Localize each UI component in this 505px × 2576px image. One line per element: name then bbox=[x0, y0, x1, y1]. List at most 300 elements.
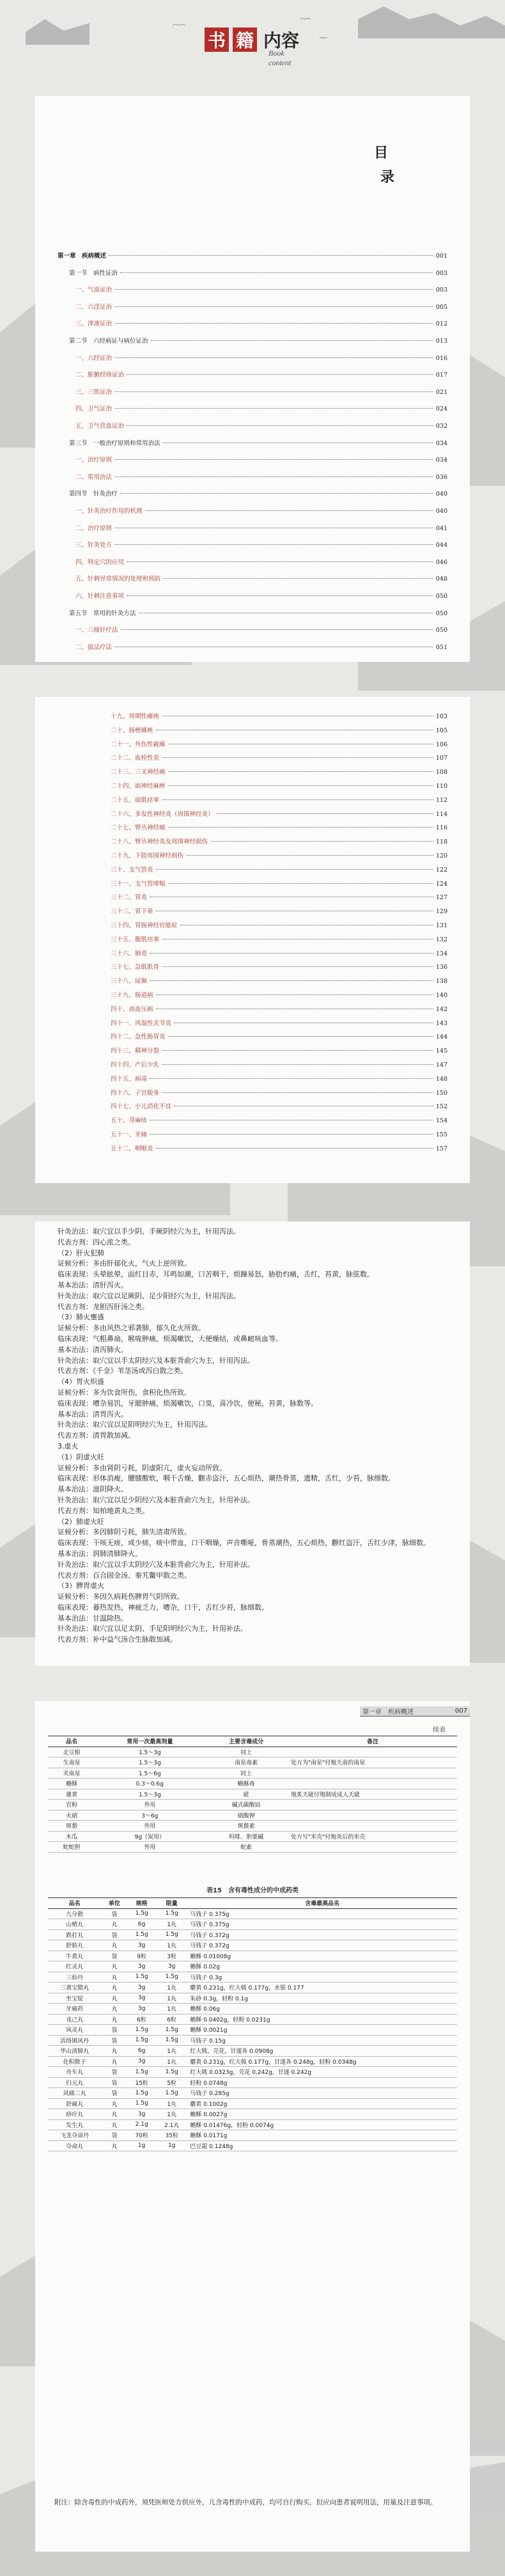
table-cell: 袋 bbox=[111, 2069, 118, 2077]
toc-entry[interactable] bbox=[111, 1046, 447, 1055]
toc-entry-page: 041 bbox=[435, 524, 447, 532]
toc-entry[interactable] bbox=[111, 865, 447, 874]
body-paragraph: 证候分析：多因久病耗伤脾胃气阴所致。 bbox=[58, 1592, 184, 1601]
table-cell: 蟾酥 0.0027g bbox=[190, 2112, 228, 2119]
toc-entry[interactable] bbox=[75, 353, 447, 362]
toc-entry[interactable] bbox=[111, 1101, 447, 1110]
table-cell: 蟾酥 0.0402g，轻粉 0.0231g bbox=[190, 2016, 270, 2023]
toc-leader-dots bbox=[162, 1064, 433, 1065]
toc-entry[interactable] bbox=[111, 934, 447, 943]
toc-entry-page: 108 bbox=[435, 769, 447, 776]
toc-entry-title: 二十四、面神经麻痹 bbox=[111, 783, 166, 790]
toc-entry-title: 三十八、尿频 bbox=[111, 978, 148, 986]
toc-leader-dots bbox=[156, 994, 433, 995]
toc-leader-dots bbox=[162, 799, 433, 800]
toc-entry[interactable] bbox=[111, 1060, 447, 1069]
toc-entry-page: 034 bbox=[435, 439, 447, 447]
table-cell: 1.5g bbox=[165, 2037, 178, 2044]
table-cell: 火硝 bbox=[66, 1812, 78, 1819]
toxic-patent-medicine-table bbox=[48, 1897, 457, 2151]
toc-leader-dots bbox=[150, 980, 433, 981]
toc-entry[interactable] bbox=[111, 1074, 447, 1083]
toc-entry[interactable] bbox=[111, 906, 447, 915]
toc-entry[interactable] bbox=[75, 472, 447, 481]
table-cell: 1.5g bbox=[165, 2089, 178, 2096]
table-row bbox=[48, 2014, 457, 2025]
table-row bbox=[48, 2098, 457, 2109]
toc-title-char-2: 录 bbox=[380, 169, 395, 185]
toc-entry[interactable] bbox=[111, 809, 447, 818]
toc-entry-page: 032 bbox=[435, 423, 447, 430]
body-paragraph: 代表方剂：补中益气汤合生脉散加减。 bbox=[58, 1635, 177, 1644]
table-row bbox=[48, 2056, 457, 2067]
toc-entry-title: 五十、荨麻疹 bbox=[111, 1117, 148, 1125]
body-paragraph: 临床表现：气粗鼻扇，喉咙肿痛，烦渴嗽饮，大便燥结，或鼻衄咳血等。 bbox=[58, 1334, 283, 1343]
toc-entry[interactable] bbox=[69, 489, 447, 498]
table-cell: 1丸 bbox=[167, 2006, 177, 2013]
toc-entry-title: 二十七、臂丛神经痛 bbox=[111, 824, 166, 832]
toc-entry-title: 三十、支气管炎 bbox=[111, 866, 153, 874]
toc-entry[interactable] bbox=[75, 574, 447, 583]
table-cell: 5粒 bbox=[167, 2080, 177, 2087]
toc-entry[interactable] bbox=[111, 990, 447, 999]
toc-entry-title: 三、三焦证治 bbox=[75, 388, 113, 396]
toc-entry[interactable] bbox=[111, 1143, 447, 1152]
table-cell bbox=[288, 1779, 457, 1789]
table-cell: 木瓜 bbox=[66, 1834, 78, 1841]
table-cell: 麝黄 0.1002g bbox=[190, 2101, 228, 2108]
toc-entry[interactable] bbox=[75, 370, 447, 379]
table-cell: 朱砂 0.3g，轻粉 0.1g bbox=[190, 1995, 249, 2002]
toc-entry-page: 044 bbox=[435, 542, 447, 549]
table-cell: 丸 bbox=[111, 2122, 118, 2129]
table-cell: 蟾酥 0.0021g bbox=[190, 2027, 228, 2034]
toc-entry[interactable] bbox=[75, 455, 447, 464]
toc-entry-title: 一、气血证治 bbox=[75, 287, 113, 294]
table-cell: 山楂丸 bbox=[66, 1922, 84, 1929]
table-cell: 蟾酥毒 bbox=[237, 1781, 255, 1788]
toc-entry[interactable] bbox=[58, 251, 447, 260]
toc-leader-dots bbox=[114, 357, 433, 358]
toc-entry-title: 四十五、病毒 bbox=[111, 1075, 148, 1083]
table-cell: 6粒 bbox=[167, 2016, 177, 2023]
toc-entry[interactable] bbox=[111, 1129, 447, 1138]
body-paragraph: （3）肺火壅盛 bbox=[58, 1313, 104, 1322]
table-cell: 1.5g bbox=[135, 1931, 148, 1938]
toc-entry-title: 三十四、胃肠神经官能症 bbox=[111, 922, 178, 929]
toc-entry-page: 003 bbox=[435, 269, 447, 277]
header-title bbox=[205, 27, 300, 67]
toc-entry[interactable] bbox=[75, 540, 447, 549]
toc-entry[interactable] bbox=[75, 421, 447, 430]
table-cell: 舒筋丸 bbox=[66, 1943, 84, 1950]
table-cell: 1.5g bbox=[165, 1931, 178, 1938]
toc-entry[interactable] bbox=[111, 948, 447, 957]
table-cell: 6g bbox=[137, 1920, 146, 1928]
toc-entry-page: 012 bbox=[435, 320, 447, 328]
table-cell: 2.1g bbox=[135, 2121, 148, 2128]
toc-entry[interactable] bbox=[111, 753, 447, 762]
toc-entry-page: 003 bbox=[435, 287, 447, 294]
table-cell: 丸 bbox=[111, 1943, 118, 1950]
table-cell: 牛黄丸 bbox=[66, 1953, 84, 1960]
toc-entry-title: 四、卫气证治 bbox=[75, 405, 113, 413]
table-cell bbox=[288, 1747, 457, 1757]
toc-entry-page: 016 bbox=[435, 354, 447, 362]
table-cell: 三黄宝腊丸 bbox=[60, 1985, 89, 1992]
body-paragraph: 基本治法：清泻肺火。 bbox=[58, 1345, 128, 1354]
toc-entry-title: 二十六、多发性神经炎（周围神经炎） bbox=[111, 810, 214, 818]
table-header-cell: 主要含毒成分 bbox=[229, 1739, 264, 1746]
body-paragraph: 代表方剂：知柏地黄丸之类。 bbox=[58, 1506, 149, 1515]
toc-entry-title: 五、针刺异常情况的处理和预防 bbox=[75, 576, 161, 583]
body-paragraph: 代表方剂：百合固金汤、秦艽鳖甲散之类。 bbox=[58, 1571, 191, 1580]
table-header-row bbox=[48, 1898, 457, 1909]
table-cell: 9粒 bbox=[137, 1953, 147, 1960]
toc-entry[interactable] bbox=[75, 318, 447, 327]
body-paragraph: （1）阴虚火旺 bbox=[58, 1452, 104, 1461]
toc-entry-page: 129 bbox=[435, 908, 447, 916]
table-cell: 15粒 bbox=[135, 2080, 148, 2087]
body-paragraph: 代表方剂：清胃散加减。 bbox=[58, 1431, 135, 1440]
table-row bbox=[48, 1993, 457, 2004]
table-cell bbox=[288, 1810, 457, 1821]
body-paragraph: 证候分析：多为饮食所伤，食积化热所致。 bbox=[58, 1388, 191, 1397]
table-cell: 3g bbox=[137, 1963, 146, 1970]
table-cell: 硝酸钾 bbox=[237, 1812, 255, 1819]
body-paragraph: 代表方剂：四心浓之类。 bbox=[58, 1237, 135, 1246]
table-cell: 丸 bbox=[111, 1985, 118, 1992]
table-header-cell: 限量 bbox=[166, 1901, 178, 1908]
table-cell: 3粒 bbox=[167, 1953, 177, 1960]
table-cell: 1.5g bbox=[135, 2037, 148, 2044]
toc-entry[interactable] bbox=[75, 523, 447, 532]
toc-entry-page: 034 bbox=[435, 457, 447, 464]
toc-entry-page: 040 bbox=[435, 491, 447, 498]
toc-entry-title: 一、三棱针疗法 bbox=[75, 627, 118, 634]
toc-entry[interactable] bbox=[111, 822, 447, 831]
toc-entry[interactable] bbox=[69, 438, 447, 447]
table-row bbox=[48, 2046, 457, 2057]
table-cell: 丸 bbox=[111, 2006, 118, 2013]
toc-entry-title: 三十一、支气管哮喘 bbox=[111, 880, 166, 888]
table-cell: 3g bbox=[137, 1995, 146, 2002]
toc-entry-title: 二十二、血栓性炎 bbox=[111, 755, 160, 762]
table-row bbox=[48, 2130, 457, 2141]
table-cell: 2.1丸 bbox=[164, 2122, 180, 2129]
toc-entry[interactable] bbox=[75, 625, 447, 634]
toc-entry-page: 144 bbox=[435, 1033, 447, 1041]
table-row bbox=[48, 2077, 457, 2088]
table-cell: 3g bbox=[137, 2110, 146, 2117]
header-title-rest: 内容 bbox=[263, 30, 300, 51]
toc-entry[interactable] bbox=[111, 1032, 447, 1041]
toc-entry[interactable] bbox=[75, 557, 447, 566]
table-row bbox=[48, 1831, 457, 1842]
toc-leader-dots bbox=[162, 966, 433, 967]
toc-entry[interactable] bbox=[75, 404, 447, 412]
body-paragraph: 针灸治法：取穴宜以足厥阴、足少阳经穴为主，针用泻法。 bbox=[58, 1291, 240, 1300]
toc-entry-page: 118 bbox=[435, 838, 447, 846]
table-row bbox=[48, 1842, 457, 1853]
table-cell: 吗啡、胆粟碱 bbox=[229, 1834, 264, 1841]
table-cell: 丸 bbox=[111, 1922, 118, 1929]
table-cell: 活络镇风丹 bbox=[60, 2038, 89, 2045]
toc-entry-title: 四十六、子宫脱垂 bbox=[111, 1089, 160, 1097]
toc-entry-title: 三十二、胃炎 bbox=[111, 894, 148, 902]
toc-leader-dots bbox=[127, 374, 433, 375]
toc-entry-title: 二、治疗原则 bbox=[75, 524, 113, 532]
toc-entry[interactable] bbox=[75, 591, 447, 600]
toc-entry-page: 005 bbox=[435, 303, 447, 311]
table-row bbox=[48, 1961, 457, 1972]
toc-leader-dots bbox=[186, 855, 433, 856]
table-cell: 3g bbox=[137, 2058, 146, 2065]
table-cell: 处方为"南星"付炮天南的南星 bbox=[291, 1760, 366, 1767]
toc-leader-dots bbox=[114, 476, 433, 477]
toc-entry[interactable] bbox=[75, 285, 447, 294]
table-cell: 1丸 bbox=[167, 2101, 177, 2108]
table-cell: 马钱子 0.285g bbox=[190, 2091, 229, 2098]
toc-entry[interactable] bbox=[111, 851, 447, 860]
toc-leader-dots bbox=[163, 578, 433, 579]
toc-entry-page: 147 bbox=[435, 1062, 447, 1069]
table-cell: 红灵丸 bbox=[66, 1964, 84, 1971]
table-cell: 外用 bbox=[144, 1823, 156, 1830]
toc-leader-dots bbox=[127, 425, 433, 426]
toc-entry-page: 155 bbox=[435, 1131, 447, 1138]
toc-entry-page: 136 bbox=[435, 964, 447, 971]
toc-entry-page: 120 bbox=[435, 852, 447, 860]
table-cell: 9g（炭用） bbox=[134, 1834, 166, 1841]
toc-entry-page: 116 bbox=[435, 824, 447, 832]
table-cell: 丸 bbox=[111, 1974, 118, 1981]
table-cell: 至宝锭 bbox=[66, 1995, 84, 2002]
table-cell: 马钱子 0.372g bbox=[190, 1932, 229, 1939]
toc-entry[interactable] bbox=[111, 725, 447, 734]
table-row bbox=[48, 1940, 457, 1951]
toc-entry-title: 第五节 常用的针灸方法 bbox=[69, 609, 136, 617]
table-cell bbox=[288, 1842, 457, 1853]
toc-entry[interactable] bbox=[111, 1088, 447, 1097]
table-cell: 雄黄 bbox=[66, 1791, 78, 1798]
table-row bbox=[48, 2067, 457, 2078]
table-row bbox=[48, 2119, 457, 2130]
table-cell: 麝黄 0.231g，红大戟 0.177g，甘遂各 0.248g，轻粉 0.0348g bbox=[190, 2059, 357, 2066]
table-cell bbox=[288, 1768, 457, 1779]
table-cell: 风痛二丸 bbox=[63, 2091, 86, 2098]
table-row bbox=[48, 2004, 457, 2014]
table-cell: 风灵丸 bbox=[66, 2027, 84, 2034]
table-cell: 马钱子 0.375g bbox=[190, 1911, 229, 1918]
toc-entry-title: 二十八、臂丛神经炎及周围神经损伤 bbox=[111, 838, 208, 846]
table-cell: 蛇素 bbox=[240, 1844, 252, 1851]
table-cell: 袋 bbox=[111, 1932, 118, 1939]
table-cell: 1丸 bbox=[167, 1943, 177, 1950]
table-cell: 三仙丹 bbox=[66, 1974, 84, 1981]
table-cell: 蟾酥 bbox=[66, 1781, 78, 1788]
toc-leader-dots bbox=[210, 841, 433, 842]
page-number: 007 bbox=[454, 1708, 467, 1715]
toc-entry-title: 二十一、外伤性截瘫 bbox=[111, 741, 166, 748]
body-paragraph: 基本治法：清肝泻火。 bbox=[58, 1280, 128, 1289]
table-cell: 牙痛药 bbox=[66, 2006, 84, 2013]
toc-entry-title: 三十七、急肌肌骨 bbox=[111, 964, 160, 971]
table-cell: 红大戟 0.0323g，芫花 0.242g，甘遂 0.242g bbox=[190, 2069, 312, 2077]
table-cell: 丸 bbox=[111, 2016, 118, 2023]
body-paragraph: 临床表现：嘈杂易饥，牙龈肿痛，烦渴嗽饮，口臭，喜冷饮，便秘，苔黄，脉数等。 bbox=[58, 1399, 318, 1408]
toc-leader-dots bbox=[121, 629, 433, 630]
body-paragraph: 针灸治法：取穴宜以手太阴经穴及本脏背俞穴为主，针用泻法。 bbox=[58, 1356, 254, 1365]
table-cell: 南星毒素 bbox=[235, 1760, 258, 1767]
table-cell: 生南星 bbox=[63, 1760, 81, 1767]
table-header-cell: 品名 bbox=[68, 1901, 81, 1908]
toc-entry-page: 143 bbox=[435, 1019, 447, 1027]
table-cell: 轻粉 0.0748g bbox=[190, 2080, 228, 2087]
table-cell: 同上 bbox=[240, 1770, 252, 1777]
toc-leader-dots bbox=[145, 510, 433, 511]
toc-entry-page: 106 bbox=[435, 741, 447, 748]
table-cell: 袋 bbox=[111, 1911, 118, 1918]
toc-leader-dots bbox=[150, 1078, 433, 1079]
table-row bbox=[48, 1810, 457, 1821]
toc-entry-page: 050 bbox=[435, 609, 447, 617]
table-cell: 蟾酥 0.01476g，轻粉 0.0074g bbox=[190, 2122, 274, 2129]
table-cell: 丸 bbox=[111, 2048, 118, 2055]
body-paragraph: 临床表现：干咳无痰，或少痰，痰中带血，口干咽燥，声音嘶哑，骨蒸潮热，五心烦热，颧红盗汗，舌红少津，脉细数。 bbox=[58, 1539, 430, 1548]
toc-entry[interactable] bbox=[111, 836, 447, 845]
toc-entry[interactable] bbox=[111, 962, 447, 971]
table-cell: 红大戟、芫花，甘遂各 0.0908g bbox=[190, 2048, 274, 2055]
toc-entry-title: 一、针灸治疗作用的机理 bbox=[75, 508, 143, 515]
table-cell: 砒 bbox=[243, 1791, 249, 1798]
table-cell: 斑蝥素 bbox=[237, 1823, 255, 1830]
table-row bbox=[48, 1789, 457, 1800]
table-cell: 马钱子 0.15g bbox=[190, 2038, 226, 2045]
toc-entry[interactable] bbox=[111, 1115, 447, 1124]
table-cell: 碱式碳酸铅 bbox=[231, 1802, 261, 1809]
table-cell: 1.5～3g bbox=[138, 1760, 161, 1767]
toc-entry-page: 157 bbox=[435, 1145, 447, 1152]
body-paragraph: 代表方剂：《千金》苇茎汤或泻白散之类。 bbox=[58, 1367, 188, 1376]
toc-leader-dots bbox=[120, 493, 433, 494]
toc-entry[interactable] bbox=[111, 879, 447, 888]
toc-leader-dots bbox=[168, 771, 433, 772]
toc-entry[interactable] bbox=[111, 892, 447, 901]
table-cell: 3g bbox=[137, 1984, 146, 1991]
table-cell: 外用 bbox=[144, 1844, 156, 1851]
toc-entry[interactable] bbox=[69, 268, 447, 277]
toc-entry-title: 四十二、急性肠胃炎 bbox=[111, 1033, 166, 1041]
toc-entry[interactable] bbox=[75, 506, 447, 515]
toc-entry[interactable] bbox=[75, 387, 447, 396]
table-cell: 1.5g bbox=[135, 2068, 148, 2075]
table-row bbox=[48, 1972, 457, 1983]
table-cell: 1.5～3g bbox=[138, 1749, 161, 1756]
body-paragraph: （2）肝火犯肺 bbox=[58, 1248, 104, 1257]
toc-entry[interactable] bbox=[111, 767, 447, 776]
table-cell: 官粉 bbox=[66, 1802, 78, 1809]
toc-entry-page: 048 bbox=[435, 576, 447, 583]
body-paragraph: （3）脾胃虚火 bbox=[58, 1582, 104, 1590]
table-cell: 3g bbox=[137, 2005, 146, 2012]
table-cell: 袋 bbox=[111, 2133, 118, 2140]
toc-entry-title: 四十七、小儿消化不良 bbox=[111, 1103, 172, 1111]
table-cell: 1.5～6g bbox=[138, 1770, 161, 1777]
table-cell: 斑蝥 bbox=[66, 1823, 78, 1830]
toc-entry[interactable] bbox=[75, 642, 447, 651]
table-cell: 蛇蛇胆 bbox=[63, 1844, 81, 1851]
toc-entry[interactable] bbox=[111, 739, 447, 748]
table-row bbox=[48, 2025, 457, 2036]
table-row bbox=[48, 2109, 457, 2120]
table-cell: 6粒 bbox=[137, 2016, 147, 2023]
toc-entry[interactable] bbox=[75, 302, 447, 311]
table-cell: 丸 bbox=[111, 1995, 118, 2002]
table-cell bbox=[288, 1800, 457, 1810]
table-cell: 1.5g bbox=[165, 1974, 178, 1981]
toc-entry-page: 036 bbox=[435, 473, 447, 481]
table-cell: 3～6g bbox=[141, 1812, 159, 1819]
table-row bbox=[48, 1747, 457, 1757]
toc-leader-dots bbox=[162, 1050, 433, 1051]
table-cell: 1丸 bbox=[167, 2059, 177, 2066]
table-cell: 巴豆霜 0.1248g bbox=[190, 2143, 233, 2150]
table-page bbox=[35, 1701, 470, 2552]
table-cell: 马钱子 0.375g bbox=[190, 1922, 229, 1929]
toc-entry[interactable] bbox=[111, 711, 447, 720]
table-row bbox=[48, 1757, 457, 1768]
table-cell: 1.5g bbox=[135, 1910, 148, 1917]
toc-entry-title: 四、特定穴的应用 bbox=[75, 558, 125, 566]
toc-entry-title: 第一章 疾病概述 bbox=[58, 253, 107, 260]
toc-leader-dots bbox=[114, 289, 433, 290]
toc-entry[interactable] bbox=[111, 976, 447, 985]
table-cell: 马钱子 0.372g bbox=[190, 1943, 229, 1950]
toc-entry[interactable] bbox=[111, 1004, 447, 1013]
toc-entry-title: 二十九、下肢周围神经损伤 bbox=[111, 852, 184, 860]
toc-entry-title: 二十三、三叉神经痛 bbox=[111, 769, 166, 776]
toc-entry[interactable] bbox=[69, 336, 447, 345]
toc-entry[interactable] bbox=[69, 608, 447, 617]
toc-entry-page: 110 bbox=[435, 783, 447, 790]
toc-entry-title: 二、拔法疗法 bbox=[75, 643, 113, 651]
toc-entry-title: 三、津液证治 bbox=[75, 320, 113, 328]
toc-entry[interactable] bbox=[111, 1018, 447, 1027]
toc-entry-title: 五、卫气营血证治 bbox=[75, 423, 125, 430]
toc-entry[interactable] bbox=[111, 795, 447, 804]
header-box-2: 籍 bbox=[233, 27, 257, 52]
table-cell: 马钱子 0.3g bbox=[190, 1974, 222, 1981]
table-cell: 1g bbox=[167, 2142, 176, 2149]
body-paragraph: （4）胃火炽盛 bbox=[58, 1378, 104, 1386]
table-row bbox=[48, 1779, 457, 1789]
toc-entry-title: 第三节 一般治疗原则和常用治法 bbox=[69, 439, 160, 447]
toc-entry[interactable] bbox=[111, 781, 447, 790]
body-paragraph: 基本治法：清胃泻火。 bbox=[58, 1410, 128, 1418]
toc-entry-page: 148 bbox=[435, 1075, 447, 1083]
table-header-cell: 常用一次最高剂量 bbox=[127, 1739, 173, 1746]
toc-leader-dots bbox=[168, 827, 433, 828]
toc-entry-page: 132 bbox=[435, 936, 447, 943]
toc-entry-page: 122 bbox=[435, 866, 447, 874]
poison-dosage-table bbox=[48, 1736, 457, 1853]
body-paragraph: 证候分析：多由肝郁化火，气火上逆所致。 bbox=[58, 1259, 191, 1268]
table-cell: 1丸 bbox=[167, 1985, 177, 1992]
table-cell: 蟾酥 0.0171g bbox=[190, 2133, 228, 2140]
toc-entry[interactable] bbox=[111, 920, 447, 929]
toc-entry-page: 021 bbox=[435, 388, 447, 396]
